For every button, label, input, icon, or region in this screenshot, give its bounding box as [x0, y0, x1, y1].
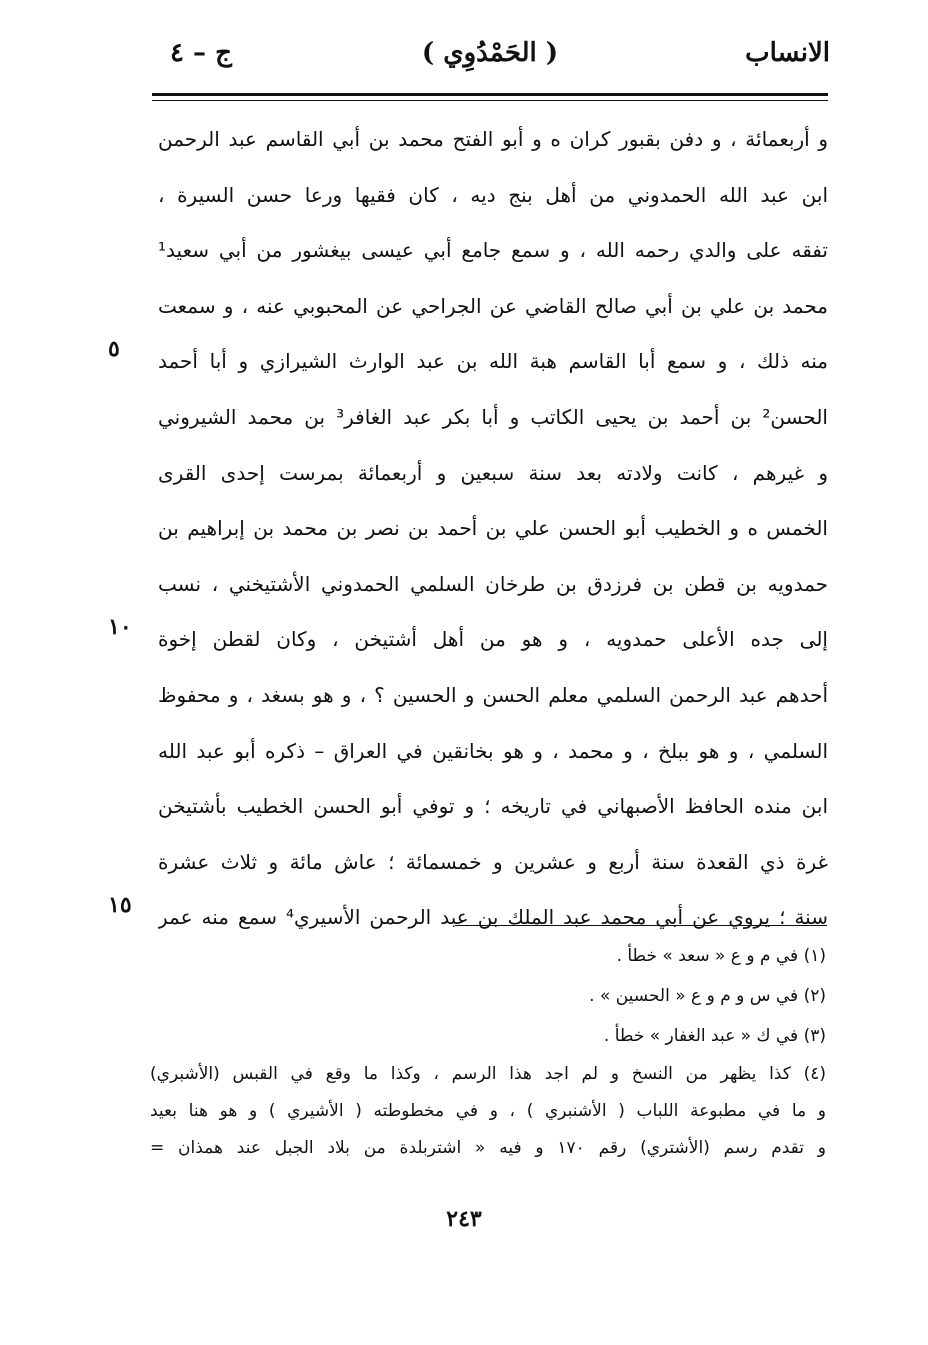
- footnote-separator: [455, 925, 827, 926]
- footnote-4-line: و ما في مطبوعة اللباب ( الأشنبري ) ، و في مخطوطته ( الأشيري ) و هو هنا بعيد: [150, 1101, 826, 1121]
- body-line: الحسن² بن أحمد بن يحيى الكاتب و أبا بكر عبد الغافر³ بن محمد الشيروني: [158, 404, 828, 429]
- footnotes: [150, 936, 826, 1167]
- page-number: ٢٤٣: [446, 1206, 482, 1232]
- body-line: الخمس ه و الخطيب أبو الحسن علي بن أحمد بن نصر بن محمد بن إبراهيم بن: [158, 516, 828, 541]
- footnote-4-line: (٤) كذا يظهر من النسخ و لم اجد هذا الرسم ، وكذا ما وقع في القبس (الأشبري): [150, 1064, 826, 1084]
- body-line: إلى جده الأعلى حمدويه ، و هو من أهل أشتيخن ، وكان لقطن إخوة: [158, 627, 828, 652]
- running-head: [150, 38, 830, 88]
- body-line: منه ذلك ، و سمع أبا القاسم هبة الله بن عبد الوارث الشيرازي و أبا أحمد: [158, 349, 828, 374]
- body-line: غرة ذي القعدة سنة أربع و عشرين و خمسمائة ؛ عاش مائة و ثلاث عشرة: [158, 849, 828, 874]
- body-line: حمدويه بن قطن بن فرزدق بن طرخان السلمي الحمدوني الأشتيخني ، نسب: [158, 571, 828, 596]
- body-line: السلمي ، و هو ببلخ ، و محمد ، و هو بخانقين في العراق – ذكره أبو عبد الله: [158, 738, 828, 763]
- line-number-10: ١٠: [108, 614, 132, 640]
- volume-label: ج – ٤: [170, 38, 232, 68]
- footnote-4-line: و تقدم رسم (الأشتري) رقم ١٧٠ و فيه « اشتربلدة من بلاد الجبل عند همذان =: [150, 1138, 826, 1158]
- body-text: [158, 112, 828, 946]
- footnote-3: (٣) في ك « عبد الغفار » خطأ .: [603, 1026, 826, 1046]
- body-line: ابن منده الحافظ الأصبهاني في تاريخه ؛ و توفي أبو الحسن الخطيب بأشتيخن: [158, 794, 828, 819]
- book-title: الانساب: [745, 38, 830, 68]
- line-number-5: ٥: [108, 336, 120, 362]
- body-line: و أربعمائة ، و دفن بقبور كران ه و أبو الفتح محمد بن أبي القاسم عبد الرحمن: [158, 127, 828, 151]
- body-line: سنة ؛ يروي عن أبي محمد عبد الملك بن عبد الرحمن الأسيري⁴ سمع منه عمر: [158, 905, 828, 930]
- body-line: ابن عبد الله الحمدوني من أهل بنج ديه ، كان فقيها ورعا حسن السيرة ،: [158, 182, 828, 207]
- footnote-1: (١) في م و ع « سعد » خطأ .: [616, 946, 826, 966]
- header-rule-thin: [152, 100, 828, 101]
- entry-title: ( الحَمْدُوِي ): [421, 38, 559, 68]
- body-line: تفقه على والدي رحمه الله ، و سمع جامع أبي عيسى بيغشور من أبي سعيد¹: [158, 238, 828, 263]
- body-line: محمد بن علي بن أبي صالح القاضي عن الجراحي عن المحبوبي عنه ، و سمعت: [158, 293, 828, 318]
- body-line: أحدهم عبد الرحمن السلمي معلم الحسن و الحسين ؟ ، و هو بسغد ، و محفوظ: [158, 682, 828, 707]
- header-rule-thick: [152, 93, 828, 96]
- body-line: و غيرهم ، كانت ولادته بعد سنة سبعين و أربعمائة بمرست إحدى القرى: [158, 460, 828, 485]
- footnote-2: (٢) في س و م و ع « الحسين » .: [589, 986, 826, 1006]
- line-number-15: ١٥: [108, 892, 132, 918]
